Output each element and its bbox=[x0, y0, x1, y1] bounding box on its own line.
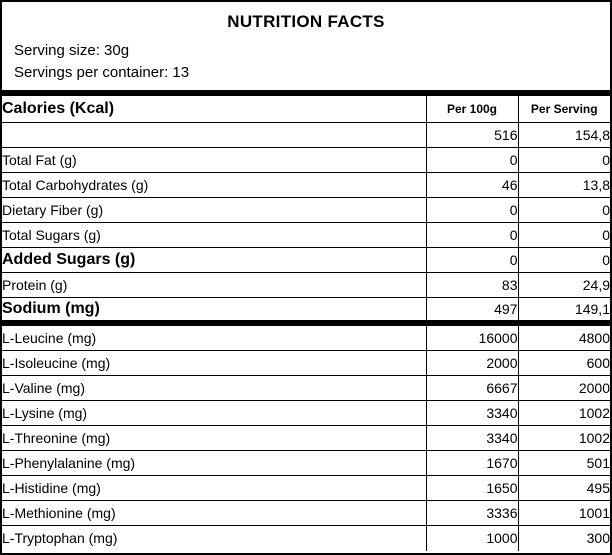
servings-per-container-line: Servings per container: 13 bbox=[14, 64, 190, 81]
calories-blank-label bbox=[2, 123, 426, 148]
amino-per-100g: 16000 bbox=[426, 326, 518, 351]
table-row bbox=[2, 198, 610, 223]
calories-values-row bbox=[2, 123, 610, 148]
table-row bbox=[2, 501, 610, 526]
table-row bbox=[2, 298, 610, 323]
nutrient-per-100g: 0 bbox=[426, 148, 518, 173]
amino-per-100g: 3336 bbox=[426, 501, 518, 526]
table-row bbox=[2, 148, 610, 173]
amino-per-serving: 4800 bbox=[518, 326, 610, 351]
amino-per-100g: 1000 bbox=[426, 526, 518, 551]
nutrient-label: Total Fat (g) bbox=[2, 148, 426, 173]
calories-label: Calories (Kcal) bbox=[2, 100, 115, 117]
nutrient-per-serving: 0 bbox=[518, 198, 610, 223]
table-row bbox=[2, 173, 610, 198]
calories-per-serving: 154,8 bbox=[518, 123, 610, 148]
table-row bbox=[2, 326, 610, 351]
amino-label: L-Tryptophan (mg) bbox=[2, 526, 426, 551]
serving-info bbox=[2, 40, 610, 90]
nutrient-per-100g: 0 bbox=[426, 248, 518, 273]
nutrition-table bbox=[2, 90, 610, 551]
amino-per-100g: 3340 bbox=[426, 401, 518, 426]
table-row bbox=[2, 351, 610, 376]
nutrient-label: Total Carbohydrates (g) bbox=[2, 173, 426, 198]
nutrient-label: Protein (g) bbox=[2, 273, 426, 298]
table-row bbox=[2, 223, 610, 248]
nutrient-per-serving: 13,8 bbox=[518, 173, 610, 198]
amino-label: L-Threonine (mg) bbox=[2, 426, 426, 451]
column-header-per-100g: Per 100g bbox=[426, 96, 518, 123]
amino-label: L-Valine (mg) bbox=[2, 376, 426, 401]
nutrient-per-serving: 0 bbox=[518, 148, 610, 173]
table-row bbox=[2, 526, 610, 551]
amino-per-serving: 501 bbox=[518, 451, 610, 476]
nutrient-per-100g: 497 bbox=[426, 298, 518, 323]
amino-per-serving: 600 bbox=[518, 351, 610, 376]
amino-per-serving: 2000 bbox=[518, 376, 610, 401]
nutrient-label: Sodium (mg) bbox=[2, 298, 426, 323]
nutrient-per-100g: 83 bbox=[426, 273, 518, 298]
table-row bbox=[2, 451, 610, 476]
amino-per-100g: 2000 bbox=[426, 351, 518, 376]
nutrient-per-serving: 0 bbox=[518, 248, 610, 273]
amino-label: L-Histidine (mg) bbox=[2, 476, 426, 501]
amino-label: L-Isoleucine (mg) bbox=[2, 351, 426, 376]
nutrient-per-serving: 24,9 bbox=[518, 273, 610, 298]
amino-per-100g: 1670 bbox=[426, 451, 518, 476]
calories-per-100g: 516 bbox=[426, 123, 518, 148]
table-row bbox=[2, 401, 610, 426]
amino-per-100g: 1650 bbox=[426, 476, 518, 501]
amino-per-100g: 6667 bbox=[426, 376, 518, 401]
calories-header-row bbox=[2, 96, 610, 123]
column-header-per-serving: Per Serving bbox=[518, 96, 610, 123]
table-row bbox=[2, 273, 610, 298]
amino-per-serving: 1002 bbox=[518, 426, 610, 451]
nutrient-per-100g: 46 bbox=[426, 173, 518, 198]
nutrient-label: Dietary Fiber (g) bbox=[2, 198, 426, 223]
nutrient-per-100g: 0 bbox=[426, 198, 518, 223]
table-row bbox=[2, 426, 610, 451]
nutrient-label: Added Sugars (g) bbox=[2, 248, 426, 273]
table-row bbox=[2, 376, 610, 401]
nutrient-per-100g: 0 bbox=[426, 223, 518, 248]
nutrient-per-serving: 0 bbox=[518, 223, 610, 248]
amino-per-serving: 1001 bbox=[518, 501, 610, 526]
amino-label: L-Leucine (mg) bbox=[2, 329, 97, 346]
serving-size-line: Serving size: 30g bbox=[14, 42, 130, 59]
page-title: NUTRITION FACTS bbox=[227, 12, 385, 31]
table-row bbox=[2, 476, 610, 501]
amino-per-serving: 495 bbox=[518, 476, 610, 501]
amino-per-serving: 300 bbox=[518, 526, 610, 551]
nutrient-per-serving: 149,1 bbox=[518, 298, 610, 323]
amino-label: L-Lysine (mg) bbox=[2, 401, 426, 426]
table-row bbox=[2, 248, 610, 273]
nutrient-label: Total Sugars (g) bbox=[2, 223, 426, 248]
amino-per-100g: 3340 bbox=[426, 426, 518, 451]
amino-per-serving: 1002 bbox=[518, 401, 610, 426]
amino-label: L-Phenylalanine (mg) bbox=[2, 451, 426, 476]
amino-label: L-Methionine (mg) bbox=[2, 501, 426, 526]
